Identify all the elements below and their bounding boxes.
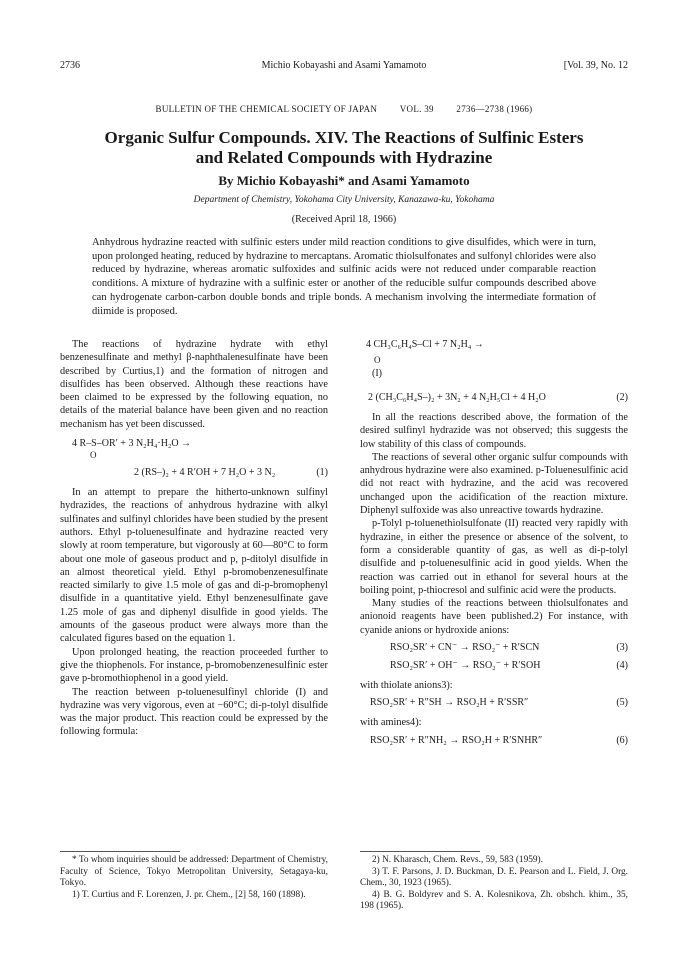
footnote-star: * To whom inquiries should be addressed: Department of Chemistry, Faculty of Science, Tokyo Metropolitan University, Setagaya-ku, Tokyo. bbox=[60, 855, 328, 888]
footnote-rule-left bbox=[60, 851, 180, 852]
equation-2-oxygen: O bbox=[374, 355, 381, 365]
journal-vol: VOL. 39 bbox=[399, 104, 434, 114]
equation-5-number: (5) bbox=[616, 697, 628, 709]
title-line-1: Organic Sulfur Compounds. XIV. The Reactions of Sulfinic Esters bbox=[104, 128, 584, 147]
page-number: 2736 bbox=[60, 60, 80, 71]
equation-1-top: 4 R–S–OR′ + 3 N₂H₄·H₂O → bbox=[72, 438, 192, 450]
journal-line bbox=[0, 104, 688, 114]
right-paragraph-4: Many studies of the reactions between thiolsulfonates and anionoid reagents have been published.2) For instance, with cyanide anions or hydroxide anions: bbox=[360, 598, 628, 636]
equation-1-bottom bbox=[60, 466, 328, 480]
equation-2-bottom bbox=[360, 391, 628, 405]
equation-6-number: (6) bbox=[616, 734, 628, 746]
running-head bbox=[60, 60, 628, 74]
equation-4 bbox=[360, 659, 628, 673]
left-footnotes bbox=[60, 855, 328, 901]
equation-4-text: RSO₂SR′ + OH⁻ → RSO₂⁻ + R′SOH bbox=[390, 660, 541, 672]
left-column bbox=[60, 338, 328, 739]
equation-5-text: RSO₂SR′ + R″SH → RSO₂H + R′SSR″ bbox=[370, 697, 529, 709]
footnote-3: 3) T. F. Parsons, J. D. Buckman, D. E. Pearson and L. Field, J. Org. Chem., 30, 1923 (1965). bbox=[360, 866, 628, 888]
equation-3-text: RSO₂SR′ + CN⁻ → RSO₂⁻ + R′SCN bbox=[390, 642, 540, 654]
received-date: (Received April 18, 1966) bbox=[291, 214, 397, 225]
left-paragraph-3: Upon prolonged heating, the reaction proceeded further to give the thiophenols. For instance, p-bromobenzenesulfinic ester gave p-bromothiophenol in a good yield. bbox=[60, 646, 328, 685]
article-title bbox=[40, 128, 648, 168]
equation-2-number: (2) bbox=[616, 392, 628, 403]
footnote-1: 1) T. Curtius and F. Lorenzen, J. pr. Chem., [2] 58, 160 (1898). bbox=[72, 889, 306, 900]
equation-1-products: 2 (RS–)₂ + 4 R′OH + 7 H₂O + 3 N₂ bbox=[134, 467, 276, 479]
journal-pages: 2736—2738 (1966) bbox=[456, 104, 533, 114]
equation-2-top: 4 CH₃C₆H₄S–Cl + 7 N₂H₄ → bbox=[366, 339, 484, 350]
with-amines-label: with amines4): bbox=[360, 717, 422, 729]
right-paragraph-1: In all the reactions described above, the formation of the desired sulfinyl hydrazide was not observed; this suggests the low stability of this class of compounds. bbox=[360, 412, 628, 450]
volume-label: [Vol. 39, No. 12 bbox=[563, 60, 628, 71]
equation-2-products: 2 (CH₃C₆H₄S–)₂ + 3N₂ + 4 N₂H₅Cl + 4 H₂O bbox=[368, 392, 546, 403]
left-paragraph-4: The reaction between p-toluenesulfinyl chloride (I) and hydrazine was very vigorous, even at −60°C; di-p-tolyl disulfide was the major product. This reaction could be expressed by the following formula: bbox=[60, 686, 328, 738]
equation-6-text: RSO₂SR′ + R″NH₂ → RSO₂H + R′SNHR″ bbox=[370, 734, 543, 746]
equation-1-number: (1) bbox=[316, 467, 328, 479]
title-line-2: and Related Compounds with Hydrazine bbox=[195, 148, 493, 167]
equation-5 bbox=[360, 696, 628, 710]
right-paragraph-3: p-Tolyl p-toluenethiolsulfonate (II) reacted very rapidly with hydrazine, in either the presence or absence of the solvent, to form a considerable quantity of gas, as well as di-p-tolyl disulfide and p-toluenesulfinic acid in good yields. When the reaction was carried out in ethanol for several hours at the boiling point, p-thiocresol and sulfinic acid were the products. bbox=[360, 518, 628, 596]
left-paragraph-1: The reactions of hydrazine hydrate with ethyl benzenesulfinate and methyl β-naphthalenesulfinate have been described by Curtius,1) and the formation of nitrogen and disulfides has been observed. Although these reactions have been claimed to be expressed by the following equation, no details of the material balance have been given and no reaction mechanism has yet been discussed. bbox=[60, 339, 328, 430]
left-paragraph-2: In an attempt to prepare the hitherto-unknown sulfinyl hydrazides, the reactions of anhydrous hydrazine with alkyl sulfinates and sulfinyl chlorides have been studied by the present authors. Ethyl p-toluenesulfinate and hydrazine reacted very slowly at room temperature, but vigorously at 60—80°C to form about one mole of gaseous product and p, p-ditolyl disulfide in an almost theoretical yield. Ethyl p-bromobenzenesulfinate reacted similarly to give 1.5 mole of gas and di-p-bromophenyl disulfide in a quantitative yield. Ethyl benzenesulfinate gave 1.25 mole of gas and diphenyl disulfide in good yields. The amounts of the gaseous product were always more than the calculated figures based on the equation 1. bbox=[60, 487, 328, 645]
equation-2-label: (I) bbox=[372, 368, 382, 379]
right-column bbox=[360, 338, 628, 748]
journal-name: BULLETIN OF THE CHEMICAL SOCIETY OF JAPAN bbox=[155, 104, 378, 114]
byline: By Michio Kobayashi* and Asami Yamamoto bbox=[218, 173, 470, 188]
footnote-rule-right bbox=[360, 851, 480, 852]
equation-1-oxygen: O bbox=[90, 450, 97, 461]
right-footnotes bbox=[360, 855, 628, 913]
equation-6 bbox=[360, 734, 628, 748]
running-authors: Michio Kobayashi and Asami Yamamoto bbox=[261, 60, 427, 71]
equation-3-number: (3) bbox=[616, 642, 628, 654]
footnote-2: 2) N. Kharasch, Chem. Revs., 59, 583 (1959). bbox=[372, 855, 543, 865]
footnote-4: 4) B. G. Boldyrev and S. A. Kolesnikova, Zh. obshch. khim., 35, 198 (1965). bbox=[360, 889, 628, 911]
abstract: Anhydrous hydrazine reacted with sulfinic esters under mild reaction conditions to give disulfides, which were in turn, upon prolonged heating, reduced by hydrazine to mercaptans. Aromatic thiolsulfonates and sulfonyl chlorides were also reduced by hydrazine, whereas aromatic sulfoxides and sulfinic acids were not reduced under comparable reaction conditions. A mixture of hydrazine with a sulfinic ester or another of the reducible sulfur compounds described above can hydrogenate carbon-carbon double bonds and triple bonds. A mechanism involving the intermediate formation of diimide is proposed. bbox=[92, 237, 596, 317]
equation-3 bbox=[360, 641, 628, 655]
right-paragraph-2: The reactions of several other organic sulfur compounds with anhydrous hydrazine were also examined. p-Toluenesulfinic acid did not react with hydrazine, and the acid was recovered unchanged upon the acidification of the reaction mixture. Diphenyl sulfoxide was also unreactive towards hydrazine. bbox=[360, 451, 628, 517]
with-thiolate-label: with thiolate anions3): bbox=[360, 680, 453, 692]
equation-4-number: (4) bbox=[616, 660, 628, 672]
affiliation: Department of Chemistry, Yokohama City University, Kanazawa-ku, Yokohama bbox=[193, 195, 495, 205]
